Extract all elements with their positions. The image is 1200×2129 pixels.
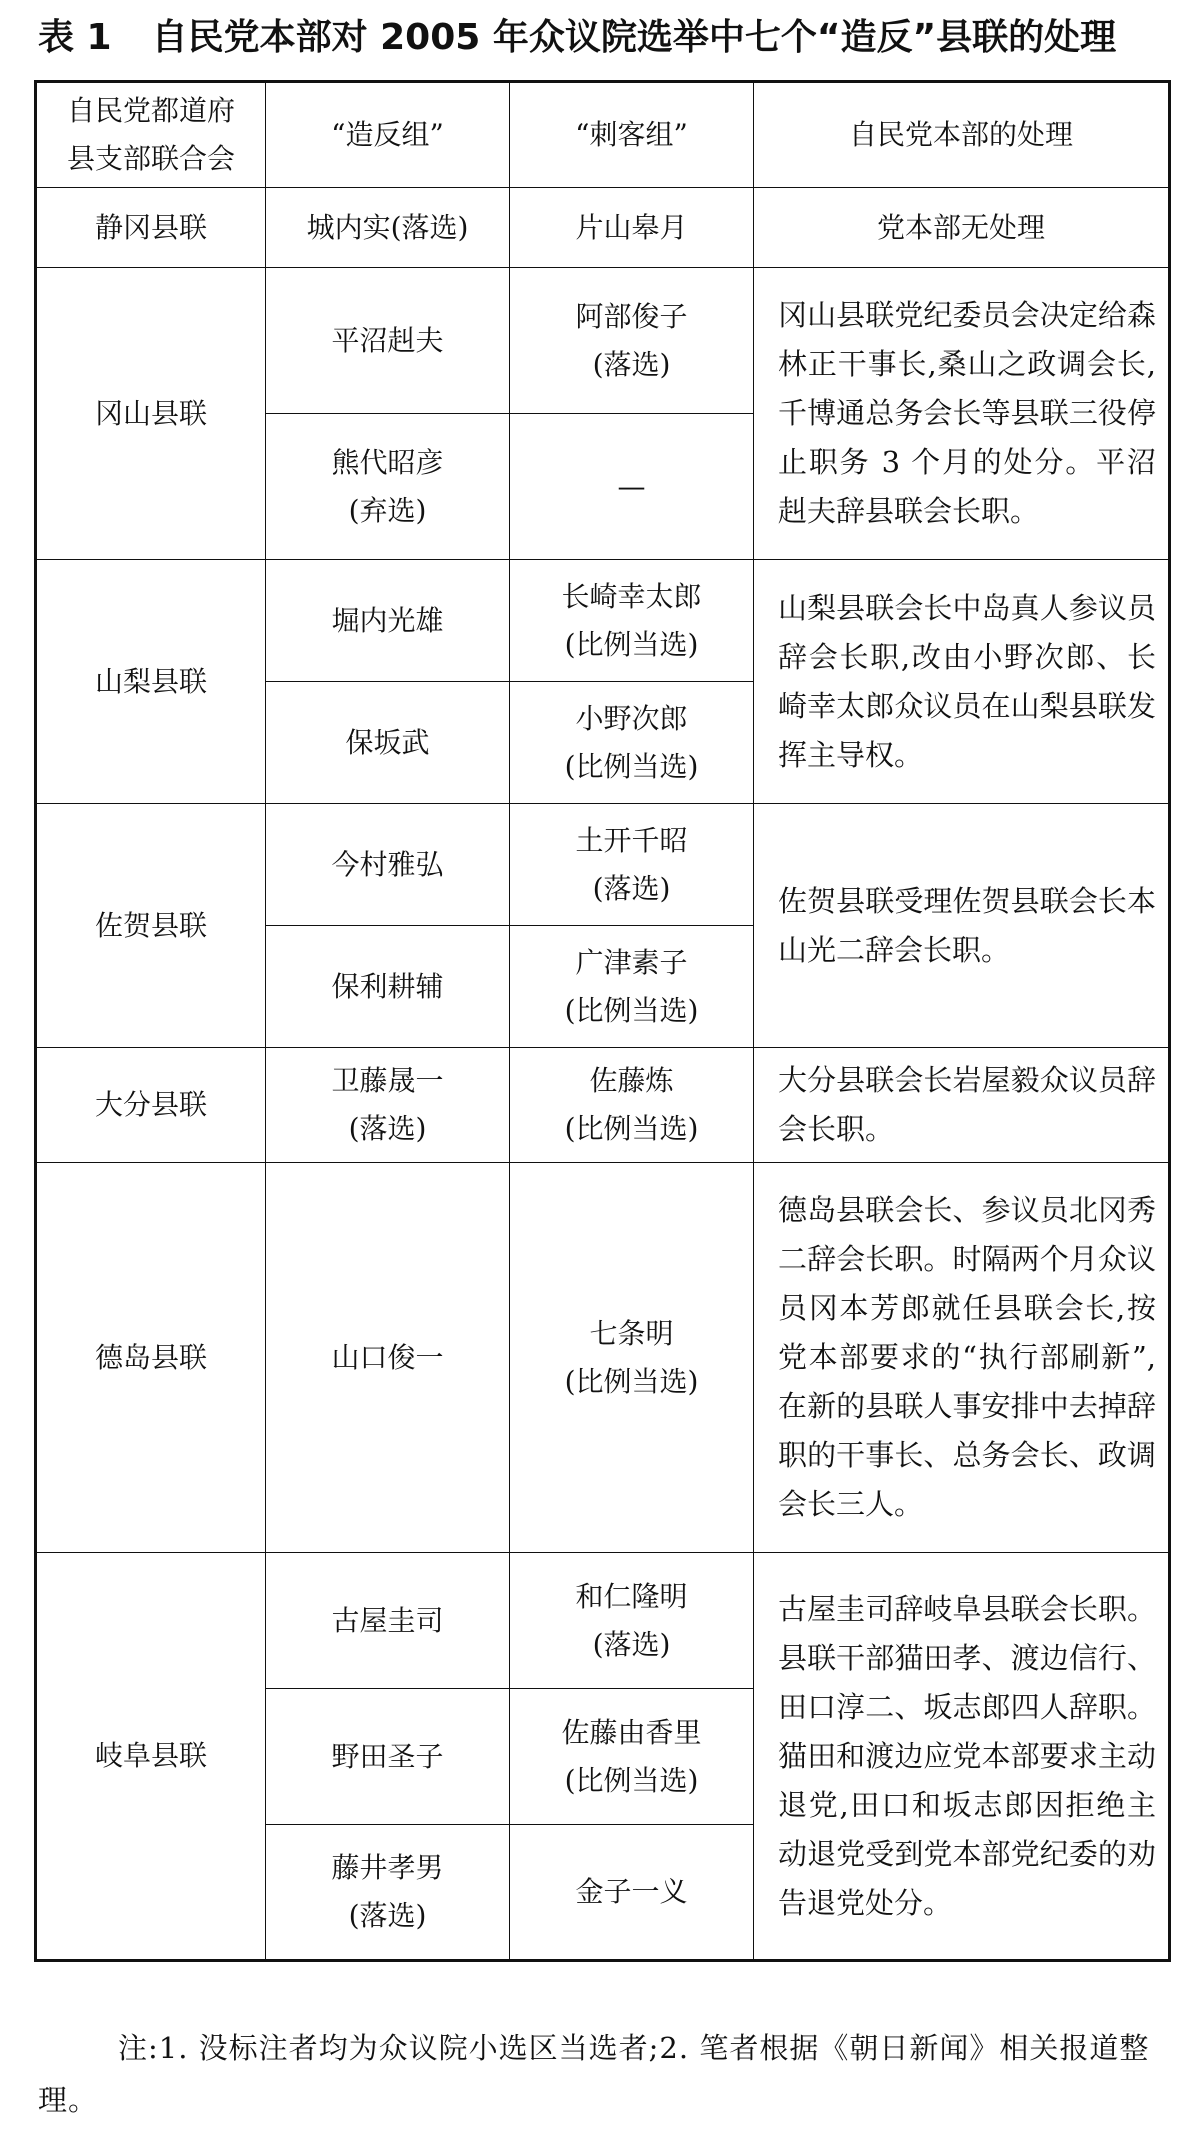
federation-cell: 德岛县联 xyxy=(36,1163,266,1553)
assassin-cell: 阿部俊子 (落选) xyxy=(510,268,754,414)
table-row xyxy=(36,804,1170,926)
table-number: 表 1 xyxy=(38,17,112,58)
rebel-cell: 野田圣子 xyxy=(266,1689,510,1825)
rebel-cell: 保坂武 xyxy=(266,682,510,804)
action-cell: 山梨县联会长中岛真人参议员辞会长职,改由小野次郎、长崎幸太郎众议员在山梨县联发挥主导权。 xyxy=(754,560,1170,804)
header-action: 自民党本部的处理 xyxy=(754,82,1170,188)
federation-cell: 岐阜县联 xyxy=(36,1553,266,1961)
rebel-cell: 山口俊一 xyxy=(266,1163,510,1553)
assassin-cell: — xyxy=(510,414,754,560)
table-title xyxy=(38,8,1178,68)
rebel-cell: 保利耕辅 xyxy=(266,926,510,1048)
action-cell: 党本部无处理 xyxy=(754,188,1170,268)
footnote: 注:1. 没标注者均为众议院小选区当选者;2. 笔者根据《朝日新闻》相关报道整理。 xyxy=(38,2031,1150,2117)
rebel-cell: 平沼赳夫 xyxy=(266,268,510,414)
table-caption: 自民党本部对 2005 年众议院选举中七个“造反”县联的处理 xyxy=(151,17,1117,58)
header-rebel: “造反组” xyxy=(266,82,510,188)
assassin-cell: 土开千昭 (落选) xyxy=(510,804,754,926)
assassin-cell: 佐藤炼 (比例当选) xyxy=(510,1048,754,1163)
header-row xyxy=(36,82,1170,188)
rebel-cell: 熊代昭彦 (弃选) xyxy=(266,414,510,560)
action-cell: 冈山县联党纪委员会决定给森林正干事长,桑山之政调会长,千博通总务会长等县联三役停止职务 3 个月的处分。平沼赳夫辞县联会长职。 xyxy=(754,268,1170,560)
assassin-cell: 小野次郎 (比例当选) xyxy=(510,682,754,804)
header-federation: 自民党都道府 县支部联合会 xyxy=(36,82,266,188)
rebel-cell: 今村雅弘 xyxy=(266,804,510,926)
table-row xyxy=(36,188,1170,268)
assassin-cell: 金子一义 xyxy=(510,1825,754,1961)
table-row xyxy=(36,560,1170,682)
table-row xyxy=(36,1048,1170,1163)
action-cell: 德岛县联会长、参议员北冈秀二辞会长职。时隔两个月众议员冈本芳郎就任县联会长,按党本部要求的“执行部刷新”,在新的县联人事安排中去掉辞职的干事长、总务会长、政调会长三人。 xyxy=(754,1163,1170,1553)
federation-cell: 山梨县联 xyxy=(36,560,266,804)
election-table xyxy=(34,80,1171,1962)
assassin-cell: 佐藤由香里 (比例当选) xyxy=(510,1689,754,1825)
assassin-cell: 广津素子 (比例当选) xyxy=(510,926,754,1048)
federation-cell: 静冈县联 xyxy=(36,188,266,268)
action-cell: 大分县联会长岩屋毅众议员辞会长职。 xyxy=(754,1048,1170,1163)
header-assassin: “刺客组” xyxy=(510,82,754,188)
rebel-cell: 卫藤晟一 (落选) xyxy=(266,1048,510,1163)
rebel-cell: 藤井孝男 (落选) xyxy=(266,1825,510,1961)
rebel-cell: 城内实(落选) xyxy=(266,188,510,268)
rebel-cell: 堀内光雄 xyxy=(266,560,510,682)
assassin-cell: 片山皋月 xyxy=(510,188,754,268)
table-row xyxy=(36,1163,1170,1553)
rebel-cell: 古屋圭司 xyxy=(266,1553,510,1689)
action-cell: 佐贺县联受理佐贺县联会长本山光二辞会长职。 xyxy=(754,804,1170,1048)
table-row xyxy=(36,268,1170,414)
assassin-cell: 七条明 (比例当选) xyxy=(510,1163,754,1553)
federation-cell: 佐贺县联 xyxy=(36,804,266,1048)
action-cell: 古屋圭司辞岐阜县联会长职。县联干部猫田孝、渡边信行、田口淳二、坂志郎四人辞职。猫田和渡边应党本部要求主动退党,田口和坂志郎因拒绝主动退党受到党本部党纪委的劝告退党处分。 xyxy=(754,1553,1170,1961)
table-row xyxy=(36,1553,1170,1689)
assassin-cell: 长崎幸太郎 (比例当选) xyxy=(510,560,754,682)
federation-cell: 冈山县联 xyxy=(36,268,266,560)
assassin-cell: 和仁隆明 (落选) xyxy=(510,1553,754,1689)
federation-cell: 大分县联 xyxy=(36,1048,266,1163)
